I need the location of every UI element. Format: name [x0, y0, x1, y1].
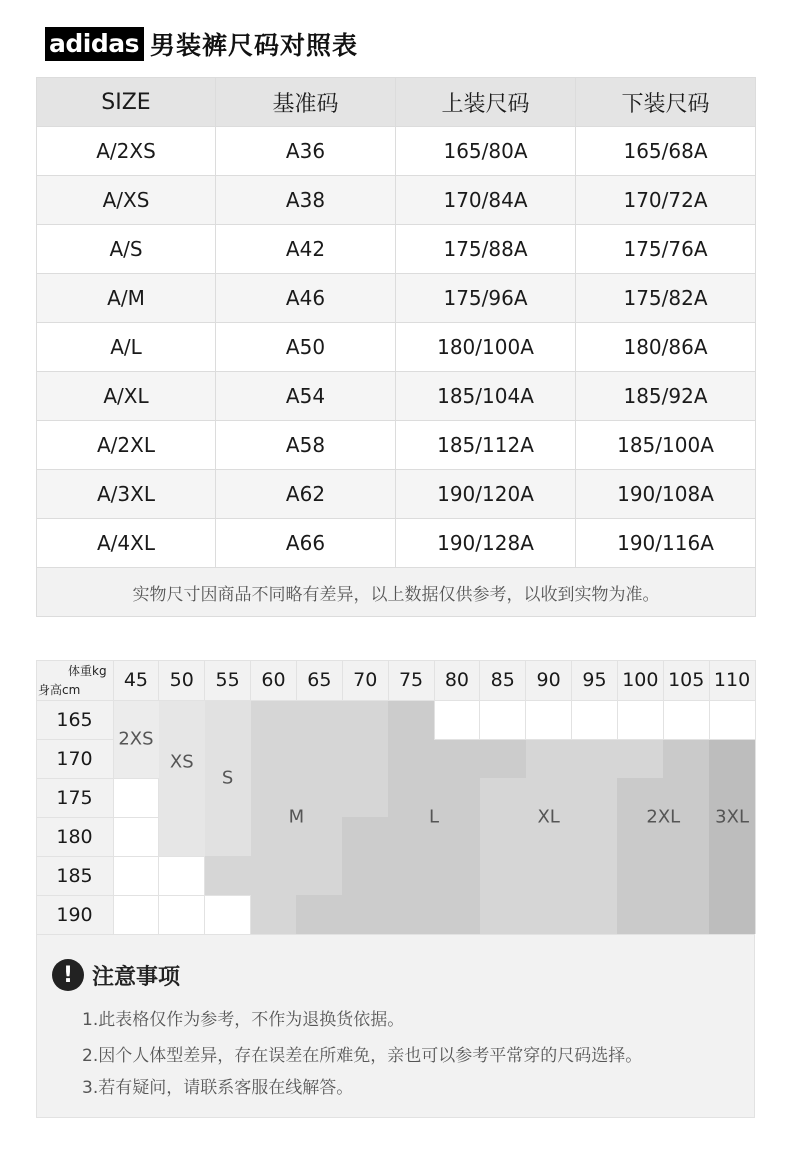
grid-line	[663, 739, 709, 740]
notes-section	[36, 934, 755, 1118]
size-region-cell	[434, 700, 480, 740]
size-region-cell	[434, 856, 480, 896]
table-row	[37, 372, 756, 421]
size-region-cell	[342, 778, 388, 818]
table-note-row	[37, 568, 756, 617]
grid-line	[617, 700, 618, 739]
page-title: 男装裤尺码对照表	[149, 31, 358, 60]
table-cell: A/XS	[37, 176, 216, 225]
size-region-cell	[113, 895, 159, 935]
size-region-cell	[480, 817, 526, 857]
weight-label: 80	[444, 669, 470, 691]
weight-label: 95	[582, 669, 607, 691]
size-region-cell	[709, 895, 755, 935]
grid-line	[480, 739, 526, 740]
size-region-cell	[251, 895, 297, 935]
size-region-cell	[617, 700, 663, 740]
size-region-cell	[572, 856, 618, 896]
table-cell: 190/108A	[576, 470, 756, 519]
size-region-cell	[388, 778, 434, 818]
table-cell: A42	[216, 225, 396, 274]
table-cell: 190/116A	[576, 519, 756, 568]
size-region-cell	[709, 856, 755, 896]
size-region-cell	[388, 817, 434, 857]
size-region-cell	[296, 739, 342, 779]
weight-label: 100	[622, 669, 659, 691]
size-region-cell	[113, 856, 159, 896]
weight-label: 70	[353, 669, 378, 691]
size-region-cell	[480, 700, 526, 740]
size-region-cell	[342, 895, 388, 935]
grid-line	[709, 700, 710, 739]
size-region-cell	[663, 856, 709, 896]
height-label: 190	[56, 903, 93, 926]
size-region-cell	[159, 700, 205, 740]
size-region-cell	[663, 700, 709, 740]
table-cell: A/2XS	[37, 127, 216, 176]
size-region-cell	[251, 700, 297, 740]
table-cell: A/4XL	[37, 519, 216, 568]
table-cell: A/XL	[37, 372, 216, 421]
size-region-cell	[388, 856, 434, 896]
grid-line	[709, 739, 755, 740]
height-label: 175	[56, 786, 93, 809]
note-item: 1.此表格仅作为参考，不作为退换货依据。	[82, 1010, 405, 1030]
size-region-cell	[480, 778, 526, 818]
size-region-cell	[434, 895, 480, 935]
table-cell: 170/72A	[576, 176, 756, 225]
grid-line	[434, 700, 435, 739]
table-cell: 165/80A	[396, 127, 576, 176]
table-cell: A66	[216, 519, 396, 568]
table-cell: A/M	[37, 274, 216, 323]
grid-line	[158, 856, 159, 895]
table-cell: 185/92A	[576, 372, 756, 421]
grid-line	[113, 817, 159, 818]
table-cell: 175/82A	[576, 274, 756, 323]
size-region-cell	[159, 856, 205, 896]
grid-line	[755, 817, 756, 856]
weight-label: 45	[123, 669, 149, 691]
table-cell: 175/76A	[576, 225, 756, 274]
grid-line	[755, 895, 756, 934]
size-region-cell	[434, 817, 480, 857]
size-region-label: S	[221, 767, 234, 789]
grid-line	[434, 739, 480, 740]
column-header: 基准码	[216, 78, 396, 127]
size-region-cell	[526, 739, 572, 779]
size-region-cell	[617, 895, 663, 935]
weight-label: 75	[398, 669, 424, 691]
grid-line	[158, 778, 159, 817]
height-axis-label: 身高cm	[38, 683, 81, 697]
grid-line	[113, 895, 159, 896]
weight-label: 55	[215, 669, 240, 691]
weight-axis-label: 体重kg	[68, 664, 107, 678]
grid-line	[113, 856, 159, 857]
table-cell: A/3XL	[37, 470, 216, 519]
table-cell: A/L	[37, 323, 216, 372]
table-cell: A46	[216, 274, 396, 323]
grid-line	[617, 739, 663, 740]
table-cell: 185/112A	[396, 421, 576, 470]
size-region-cell	[205, 895, 251, 935]
table-cell: 170/84A	[396, 176, 576, 225]
table-row	[37, 470, 756, 519]
size-region-cell	[342, 700, 388, 740]
table-note: 实物尺寸因商品不同略有差异，以上数据仅供参考，以收到实物为准。	[37, 568, 756, 617]
size-region-cell	[572, 739, 618, 779]
table-row	[37, 421, 756, 470]
grid-line	[755, 856, 756, 895]
table-cell: 180/86A	[576, 323, 756, 372]
grid-line	[755, 778, 756, 817]
notes-title: 注意事项	[92, 964, 181, 990]
grid-line	[755, 700, 756, 739]
size-region-cell	[205, 856, 251, 896]
exclamation-icon: !	[52, 959, 84, 991]
weight-label: 105	[668, 669, 705, 691]
column-header: 下装尺码	[576, 78, 756, 127]
size-region-label: L	[428, 806, 440, 828]
size-region-cell	[388, 739, 434, 779]
size-region-cell	[342, 856, 388, 896]
size-region-cell	[113, 778, 159, 818]
size-region-label: XL	[537, 806, 560, 828]
size-region-cell	[526, 856, 572, 896]
table-row	[37, 176, 756, 225]
table-row	[37, 225, 756, 274]
table-cell: A38	[216, 176, 396, 225]
size-region-cell	[663, 739, 709, 779]
table-cell: A62	[216, 470, 396, 519]
size-region-cell	[342, 817, 388, 857]
size-region-cell	[572, 700, 618, 740]
grid-line	[571, 700, 572, 739]
size-region-cell	[617, 739, 663, 779]
grid-line	[159, 895, 205, 896]
table-cell: A/2XL	[37, 421, 216, 470]
table-row	[37, 274, 756, 323]
weight-label: 85	[490, 669, 515, 691]
size-region-label: M	[288, 806, 305, 828]
size-region-cell	[388, 700, 434, 740]
table-cell: 190/120A	[396, 470, 576, 519]
size-region-cell	[526, 700, 572, 740]
weight-height-size-chart	[36, 660, 755, 934]
weight-label: 50	[169, 669, 194, 691]
table-cell: A36	[216, 127, 396, 176]
grid-line	[572, 739, 618, 740]
table-cell: A58	[216, 421, 396, 470]
table-cell: 185/104A	[396, 372, 576, 421]
table-cell: A54	[216, 372, 396, 421]
grid-line	[755, 739, 756, 778]
size-region-cell	[572, 817, 618, 857]
table-cell: 175/96A	[396, 274, 576, 323]
height-label: 165	[56, 708, 93, 731]
size-region-cell	[296, 700, 342, 740]
size-region-cell	[296, 895, 342, 935]
grid-line	[36, 700, 755, 701]
table-row	[37, 519, 756, 568]
size-region-cell	[617, 856, 663, 896]
size-region-cell	[159, 778, 205, 818]
grid-line	[204, 856, 205, 895]
table-cell: A/S	[37, 225, 216, 274]
page-header	[45, 24, 358, 64]
table-cell: 175/88A	[396, 225, 576, 274]
grid-line	[663, 700, 664, 739]
grid-line	[204, 895, 205, 934]
column-header: 上装尺码	[396, 78, 576, 127]
size-region-label: 2XS	[118, 728, 154, 750]
size-region-cell	[709, 700, 755, 740]
size-region-cell	[434, 778, 480, 818]
size-region-cell	[480, 856, 526, 896]
table-cell: 180/100A	[396, 323, 576, 372]
size-region-cell	[480, 739, 526, 779]
grid-line	[113, 778, 159, 779]
size-region-cell	[572, 778, 618, 818]
size-region-cell	[342, 739, 388, 779]
size-region-cell	[159, 817, 205, 857]
weight-label: 90	[536, 669, 561, 691]
size-region-cell	[572, 895, 618, 935]
size-region-cell	[526, 895, 572, 935]
height-label: 170	[56, 747, 93, 770]
size-region-cell	[159, 895, 205, 935]
grid-line	[205, 895, 251, 896]
note-item: 2.因个人体型差异，存在误差在所难免，亲也可以参考平常穿的尺码选择。	[82, 1046, 643, 1066]
grid-line	[525, 700, 526, 739]
table-cell: 190/128A	[396, 519, 576, 568]
weight-label: 65	[307, 669, 332, 691]
column-header: SIZE	[37, 78, 216, 127]
weight-label: 60	[261, 669, 286, 691]
size-table	[36, 77, 756, 617]
size-region-label: 2XL	[646, 806, 681, 828]
size-region-cell	[113, 817, 159, 857]
table-row	[37, 127, 756, 176]
size-region-cell	[388, 895, 434, 935]
grid-line	[158, 817, 159, 856]
note-item: 3.若有疑问，请联系客服在线解答。	[82, 1078, 354, 1098]
height-label: 185	[56, 864, 93, 887]
grid-line	[479, 700, 480, 739]
table-cell: 165/68A	[576, 127, 756, 176]
size-region-cell	[205, 700, 251, 740]
size-region-cell	[251, 739, 297, 779]
size-region-label: XS	[169, 751, 194, 773]
grid-line	[526, 739, 572, 740]
height-label: 180	[56, 825, 93, 848]
size-region-cell	[434, 739, 480, 779]
table-cell: 185/100A	[576, 421, 756, 470]
grid-line	[159, 856, 205, 857]
weight-label: 110	[713, 669, 751, 691]
size-region-cell	[709, 739, 755, 779]
size-region-cell	[205, 817, 251, 857]
brand-logo: adidas	[45, 27, 144, 61]
grid-line	[250, 895, 251, 934]
size-region-cell	[663, 895, 709, 935]
size-region-cell	[296, 856, 342, 896]
grid-line	[158, 895, 159, 934]
size-region-label: 3XL	[715, 806, 749, 828]
size-region-cell	[251, 856, 297, 896]
size-region-cell	[480, 895, 526, 935]
size-table-header	[37, 78, 756, 127]
table-row	[37, 323, 756, 372]
table-cell: A50	[216, 323, 396, 372]
